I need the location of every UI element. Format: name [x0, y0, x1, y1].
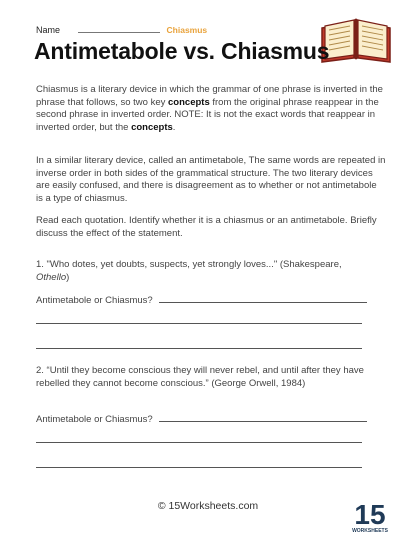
name-label: Name	[36, 25, 61, 35]
svg-text:15: 15	[354, 499, 386, 530]
writing-line[interactable]	[36, 442, 362, 443]
instructions: Read each quotation. Identify whether it is a chiasmus or an antimetabole. Briefly discuss the effect of the statement.	[36, 215, 377, 239]
writing-line[interactable]	[36, 348, 362, 349]
name-row	[36, 24, 207, 35]
bold-concepts: concepts	[131, 121, 173, 133]
sheet-title: Chiasmus	[166, 25, 208, 35]
svg-text:WORKSHEETS: WORKSHEETS	[352, 528, 388, 534]
writing-line[interactable]	[36, 467, 362, 468]
bold-concepts: concepts	[168, 96, 210, 108]
writing-line[interactable]	[36, 323, 362, 324]
answer-line[interactable]	[159, 302, 367, 303]
intro-paragraph-2: In a similar literary device, called an antimetabole, The same words are repeated in inverse order in both sides of the grammatical structure. The two literary devices are easily confused, and there is disagreement as to whether or not antimetabole is a type of chiasmus.	[36, 155, 386, 204]
answer-label: Antimetabole or Chiasmus?	[36, 414, 153, 425]
name-field[interactable]	[78, 24, 160, 33]
answer-row-1	[36, 295, 367, 306]
15worksheets-logo	[350, 497, 390, 535]
question-2: 2. “Until they become conscious they will never rebel, and until after they have rebelled they cannot become conscious.” (George Orwell, 1984)	[36, 365, 364, 389]
answer-line[interactable]	[159, 421, 367, 422]
copyright-footer: © 15Worksheets.com	[157, 500, 259, 512]
answer-label: Antimetabole or Chiasmus?	[36, 295, 153, 306]
open-book-icon	[318, 14, 394, 66]
page-title: Antimetabole vs. Chiasmus	[34, 38, 330, 64]
intro-paragraph-1: Chiasmus is a literary device in which the grammar of one phrase is inverted in the phrase that follows, so two key concepts from the original phrase reappear in the second phrase in inverted order. NOTE: It is not the exact words that reappear in inverted order, but the concepts.	[36, 84, 383, 133]
question-1: 1. "Who dotes, yet doubts, suspects, yet strongly loves..." (Shakespeare, Othello)	[36, 259, 342, 283]
answer-row-2	[36, 414, 367, 425]
